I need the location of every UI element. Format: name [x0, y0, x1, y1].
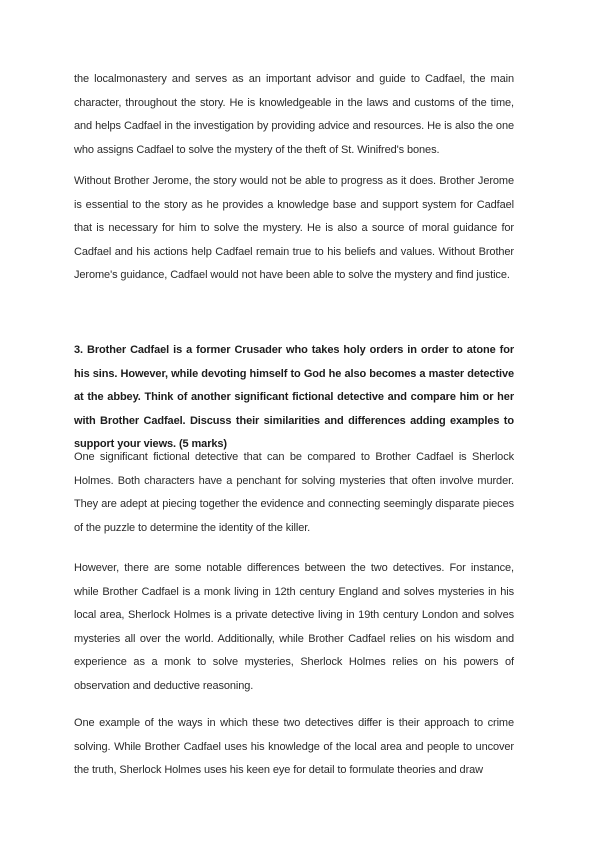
paragraph-sherlock-comparison: One significant fictional detective that can be compared to Brother Cadfael is Sherlock Holmes. Both characters have a penchant for solving mysteries that often involve murder. They are adept at piecing together the evidence and connecting seemingly disparate pieces of the puzzle to determine the identity of the killer.: [74, 451, 514, 534]
question-3-heading: 3. Brother Cadfael is a former Crusader who takes holy orders in order to atone for his sins. However, while devoting himself to God he also becomes a master detective at the abbey. Think of another significant fictional detective and compare him or her with Brother Cadfael. Discuss their similarities and differences adding examples to support your views. (5 marks): [74, 344, 514, 451]
paragraph-differences: However, there are some notable differences between the two detectives. For instance, while Brother Cadfael is a monk living in 12th century England and solves mysteries in his local area, Sherlock Holmes is a private detective living in 19th century London and solves mysteries all over the world. Additionally, while Brother Cadfael relies on his wisdom and experience as a monk to solve mysteries, Sherlock Holmes relies on his powers of observation and deductive reasoning.: [74, 562, 514, 692]
paragraph-brother-jerome-role: the localmonastery and serves as an important advisor and guide to Cadfael, the main character, throughout the story. He is knowledgeable in the laws and customs of the time, and helps Cadfael in the investigation by providing advice and resources. He is also the one who assigns Cadfael to solve the mystery of the theft of St. Winifred's bones.: [74, 73, 514, 156]
paragraph-brother-jerome-importance: Without Brother Jerome, the story would not be able to progress as it does. Brother Jerome is essential to the story as he provides a knowledge base and support system for Cadfael that is necessary for him to solve the mystery. He is also a source of moral guidance for Cadfael and his actions help Cadfael remain true to his beliefs and values. Without Brother Jerome's guidance, Cadfael would not have been able to solve the mystery and find justice.: [74, 175, 514, 282]
paragraph-approach-example: One example of the ways in which these two detectives differ is their approach to crime solving. While Brother Cadfael uses his knowledge of the local area and people to uncover the truth, Sherlock Holmes uses his keen eye for detail to formulate theories and draw: [74, 717, 514, 777]
